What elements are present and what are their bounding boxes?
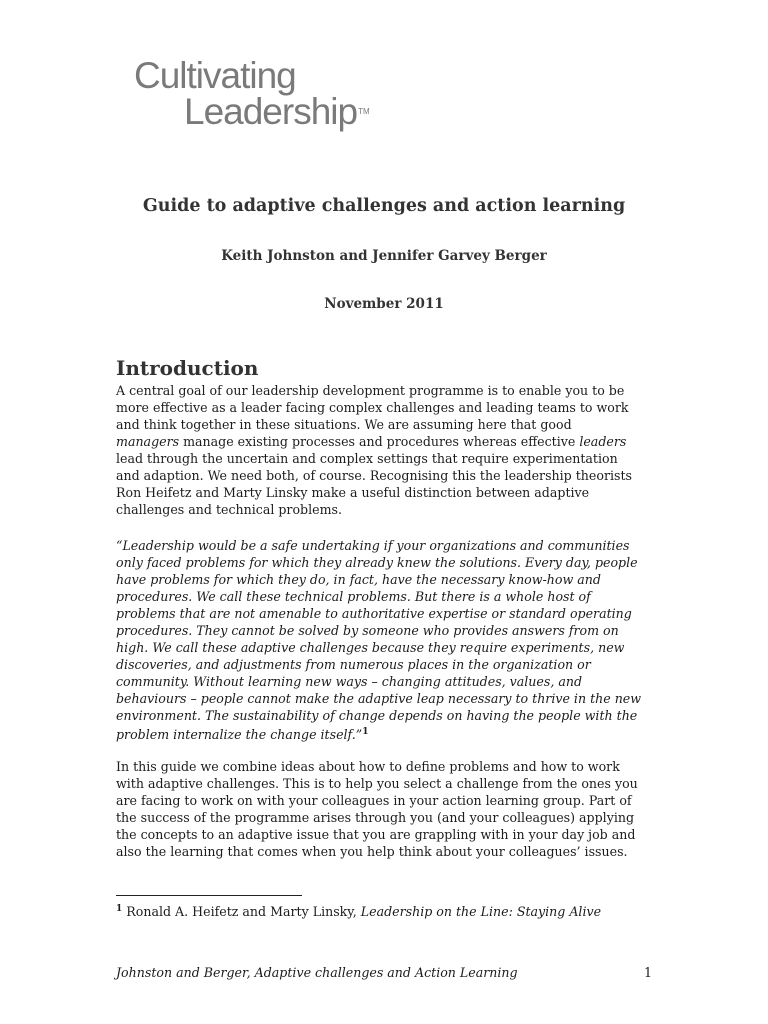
quote-line: procedures. We call these technical problems. But there is a whole host of — [116, 589, 591, 604]
guide-paragraph — [116, 758, 656, 860]
logo-line-2-text: Leadership — [184, 91, 358, 132]
text-line: Ron Heifetz and Marty Linsky make a useful distinction between adaptive — [116, 485, 590, 500]
quote-line: community. Without learning new ways – changing attitudes, values, and — [116, 674, 583, 689]
quote-end-text: problem internalize the change itself.” — [116, 727, 363, 743]
text-line: lead through the uncertain and complex settings that require experimentation — [116, 451, 618, 466]
text-line: the success of the programme arises through you (and your colleagues) applying — [116, 810, 635, 825]
text-line: are facing to work on with your colleagues in your action learning group. Part of — [116, 793, 632, 808]
text-line: In this guide we combine ideas about how to define problems and how to work — [116, 759, 620, 774]
quote-line — [116, 724, 656, 743]
footnote-authors: Ronald A. Heifetz and Marty Linsky, — [122, 904, 361, 920]
quote-line: “Leadership would be a safe undertaking if your organizations and communities — [116, 538, 630, 553]
page-footer — [116, 965, 652, 980]
emphasis-managers: managers — [116, 434, 180, 449]
quote-line: discoveries, and adjustments from numerous places in the organization or — [116, 657, 591, 672]
text-line: the concepts to an adaptive issue that you are grappling with in your day job and — [116, 827, 636, 842]
footer-text: Johnston and Berger, Adaptive challenges and Action Learning — [116, 965, 518, 980]
footnote-reference[interactable]: 1 — [362, 727, 369, 737]
quote-line: problems that are not amenable to authoritative expertise or standard operating — [116, 606, 632, 621]
text-line: with adaptive challenges. This is to help you select a challenge from the ones you — [116, 776, 638, 791]
quote-line: environment. The sustainability of change depends on having the people with the — [116, 708, 638, 723]
page-number: 1 — [643, 965, 652, 980]
text-line: and think together in these situations. We are assuming here that good — [116, 417, 572, 432]
document-title: Guide to adaptive challenges and action learning — [142, 196, 626, 216]
quote-line: procedures. They cannot be solved by someone who provides answers from on — [116, 623, 619, 638]
block-quote — [116, 537, 656, 743]
document-date: November 2011 — [324, 296, 444, 312]
text-line — [116, 433, 656, 450]
section-heading: Introduction — [116, 356, 259, 380]
company-logo — [134, 55, 370, 132]
document-authors: Keith Johnston and Jennifer Garvey Berger — [221, 248, 547, 264]
logo-line-1: Cultivating — [134, 55, 296, 96]
quote-line: have problems for which they do, in fact, have the necessary know-how and — [116, 572, 601, 587]
text-line: also the learning that comes when you help think about your colleagues’ issues. — [116, 844, 628, 859]
text-line: A central goal of our leadership development programme is to enable you to be — [116, 383, 625, 398]
trademark-mark: TM — [358, 107, 370, 116]
text-line: challenges and technical problems. — [116, 502, 342, 517]
footnote-book-title: Leadership on the Line: Staying Alive — [360, 904, 602, 920]
quote-line: only faced problems for which they already knew the solutions. Every day, people — [116, 555, 638, 570]
intro-paragraph — [116, 382, 656, 518]
text-run: manage existing processes and procedures whereas effective — [179, 434, 580, 449]
footnote — [116, 904, 601, 919]
quote-line: behaviours – people cannot make the adaptive leap necessary to thrive in the new — [116, 691, 642, 706]
text-line: and adaption. We need both, of course. Recognising this the leadership theorists — [116, 468, 632, 483]
footnote-number: 1 — [116, 904, 123, 914]
logo-line-2 — [184, 91, 370, 132]
footnote-divider — [116, 895, 302, 896]
text-line: more effective as a leader facing complex challenges and leading teams to work — [116, 400, 629, 415]
emphasis-leaders: leaders — [579, 434, 627, 449]
quote-line: high. We call these adaptive challenges because they require experiments, new — [116, 640, 625, 655]
